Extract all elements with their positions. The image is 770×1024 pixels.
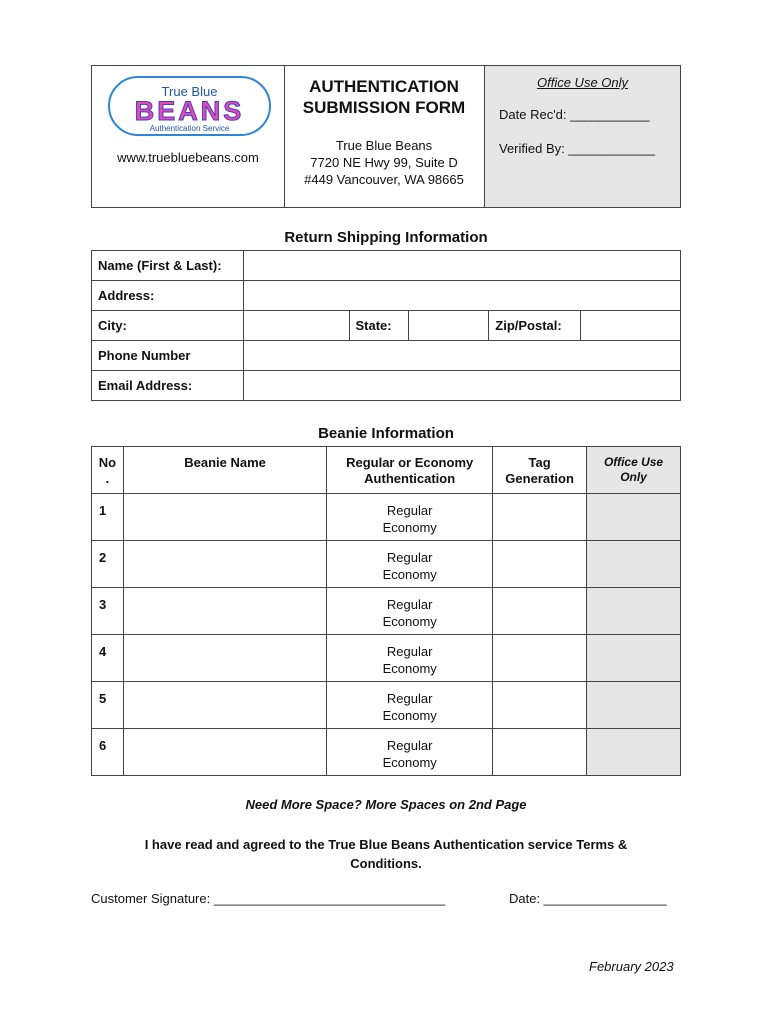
tag-generation-input[interactable] [493, 682, 587, 729]
state-label: State: [349, 311, 409, 341]
form-header [91, 65, 681, 208]
date-received-field: Date Rec'd: ___________ [499, 107, 650, 122]
logo-line1: True Blue [161, 84, 218, 99]
terms-line1: I have read and agreed to the True Blue Beans Authentication service Terms & [144, 837, 628, 852]
regular-option[interactable]: Regular [386, 691, 433, 706]
beanie-row [92, 494, 681, 541]
beanie-row [92, 682, 681, 729]
beanie-name-input[interactable] [123, 729, 326, 776]
signature-date-field[interactable]: Date: _________________ [509, 891, 667, 906]
beanie-name-input[interactable] [123, 588, 326, 635]
tag-generation-input[interactable] [493, 635, 587, 682]
website-url: www.truebluebeans.com [117, 150, 259, 165]
shipping-table [91, 250, 681, 401]
auth-type-choice[interactable] [327, 541, 493, 588]
title-cell [284, 66, 485, 207]
name-input[interactable] [243, 251, 680, 281]
tag-generation-input[interactable] [493, 541, 587, 588]
economy-option[interactable]: Economy [382, 708, 437, 723]
economy-option[interactable]: Economy [382, 661, 437, 676]
office-use-input [587, 541, 681, 588]
economy-option[interactable]: Economy [382, 567, 437, 582]
beanie-table [91, 446, 681, 776]
logo-cell [92, 66, 285, 207]
address-line1: True Blue Beans [335, 138, 433, 153]
beanie-row [92, 635, 681, 682]
phone-label: Phone Number [92, 341, 244, 371]
city-label: City: [92, 311, 244, 341]
terms-line2: Conditions. [350, 856, 422, 871]
auth-type-choice[interactable] [327, 635, 493, 682]
zip-input[interactable] [581, 311, 681, 341]
tag-generation-input[interactable] [493, 729, 587, 776]
col-name-header: Beanie Name [123, 447, 326, 494]
mailing-address [284, 137, 484, 188]
col-office-header: Office Use Only [587, 447, 681, 494]
regular-option[interactable]: Regular [386, 550, 433, 565]
email-input[interactable] [243, 371, 680, 401]
auth-type-choice[interactable] [327, 729, 493, 776]
auth-type-choice[interactable] [327, 588, 493, 635]
form-title-line1: AUTHENTICATION [309, 77, 459, 96]
col-tag-header: Tag Generation [493, 447, 587, 494]
col-auth-header: Regular or Economy Authentication [327, 447, 493, 494]
city-input[interactable] [243, 311, 349, 341]
address-line3: #449 Vancouver, WA 98665 [304, 172, 464, 187]
beanie-name-input[interactable] [123, 541, 326, 588]
logo-line3: Authentication Service [149, 124, 230, 133]
row-number: 4 [92, 635, 124, 682]
email-label: Email Address: [92, 371, 244, 401]
phone-input[interactable] [243, 341, 680, 371]
row-number: 5 [92, 682, 124, 729]
office-use-title: Office Use Only [536, 75, 629, 90]
row-number: 6 [92, 729, 124, 776]
auth-type-choice[interactable] [327, 494, 493, 541]
economy-option[interactable]: Economy [382, 755, 437, 770]
auth-type-choice[interactable] [327, 682, 493, 729]
terms-agreement [91, 835, 681, 873]
address-label: Address: [92, 281, 244, 311]
beanie-name-input[interactable] [123, 494, 326, 541]
address-line2: 7720 NE Hwy 99, Suite D [310, 155, 458, 170]
office-use-input [587, 635, 681, 682]
regular-option[interactable]: Regular [386, 503, 433, 518]
name-label: Name (First & Last): [92, 251, 244, 281]
col-no-header: No . [92, 447, 124, 494]
regular-option[interactable]: Regular [386, 738, 433, 753]
zip-label: Zip/Postal: [489, 311, 581, 341]
row-number: 2 [92, 541, 124, 588]
form-title [284, 76, 484, 118]
beanie-name-input[interactable] [123, 635, 326, 682]
beanie-row [92, 588, 681, 635]
regular-option[interactable]: Regular [386, 644, 433, 659]
economy-option[interactable]: Economy [382, 614, 437, 629]
true-blue-beans-logo [108, 76, 271, 136]
row-number: 1 [92, 494, 124, 541]
office-use-input [587, 729, 681, 776]
state-input[interactable] [409, 311, 489, 341]
economy-option[interactable]: Economy [382, 520, 437, 535]
tag-generation-input[interactable] [493, 494, 587, 541]
row-number: 3 [92, 588, 124, 635]
address-input[interactable] [243, 281, 680, 311]
form-title-line2: SUBMISSION FORM [302, 98, 466, 117]
office-use-cell [485, 66, 680, 207]
customer-signature-field[interactable]: Customer Signature: ________________________________ [91, 891, 446, 906]
beanie-row [92, 729, 681, 776]
beanie-name-input[interactable] [123, 682, 326, 729]
beanie-row [92, 541, 681, 588]
footer-date: February 2023 [589, 959, 674, 974]
office-use-input [587, 494, 681, 541]
beanie-heading: Beanie Information [318, 425, 454, 442]
office-use-input [587, 682, 681, 729]
regular-option[interactable]: Regular [386, 597, 433, 612]
more-space-note: Need More Space? More Spaces on 2nd Page [245, 797, 527, 812]
office-use-input [587, 588, 681, 635]
tag-generation-input[interactable] [493, 588, 587, 635]
logo-line2: BEANS [134, 96, 245, 126]
verified-by-field: Verified By: ____________ [499, 141, 656, 156]
shipping-heading: Return Shipping Information [284, 229, 488, 246]
